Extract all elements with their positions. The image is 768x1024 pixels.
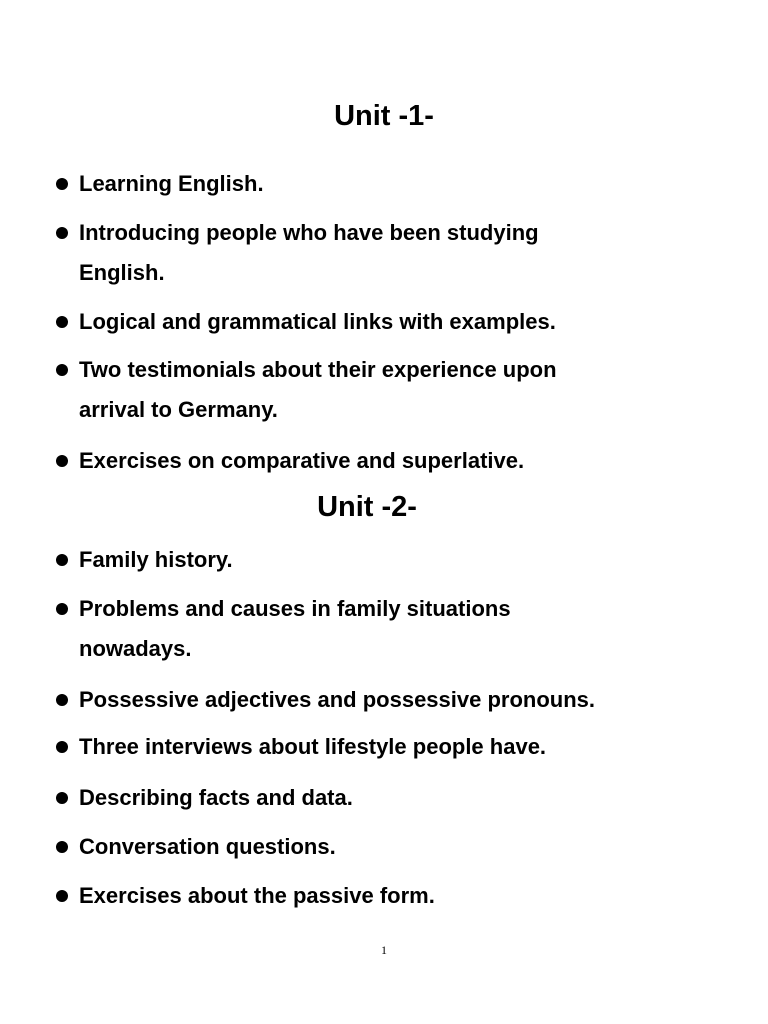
bullet-icon [56,364,68,376]
bullet-icon [56,841,68,853]
bullet-icon [56,316,68,328]
bullet-icon [56,178,68,190]
list-item-text: Three interviews about lifestyle people have. [79,734,547,759]
list-item-text: Conversation questions. [79,834,336,859]
bullet-icon [56,554,68,566]
bullet-icon [56,694,68,706]
bullet-icon [56,890,68,902]
list-item-text: Two testimonials about their experience upon arrival to Germany. [79,357,557,422]
list-item-text: Problems and causes in family situations nowadays. [79,596,511,661]
page-number: 1 [381,943,387,957]
bullet-icon [56,792,68,804]
bullet-icon [56,741,68,753]
list-item-text: Exercises on comparative and superlative. [79,448,525,473]
list-item-text: Exercises about the passive form. [79,883,435,908]
list-item-text: Logical and grammatical links with examples. [79,309,556,334]
list-item-text: Family history. [79,547,233,572]
list-item-text: Introducing people who have been studying English. [79,220,539,285]
bullet-icon [56,455,68,467]
list-item-text: Describing facts and data. [79,785,353,810]
list-item-text: Learning English. [79,171,264,196]
unit-2-heading: Unit -2- [317,491,417,523]
unit-1-heading: Unit -1- [334,100,434,132]
list-item-text: Possessive adjectives and possessive pronouns. [79,687,596,712]
bullet-icon [56,227,68,239]
bullet-icon [56,603,68,615]
